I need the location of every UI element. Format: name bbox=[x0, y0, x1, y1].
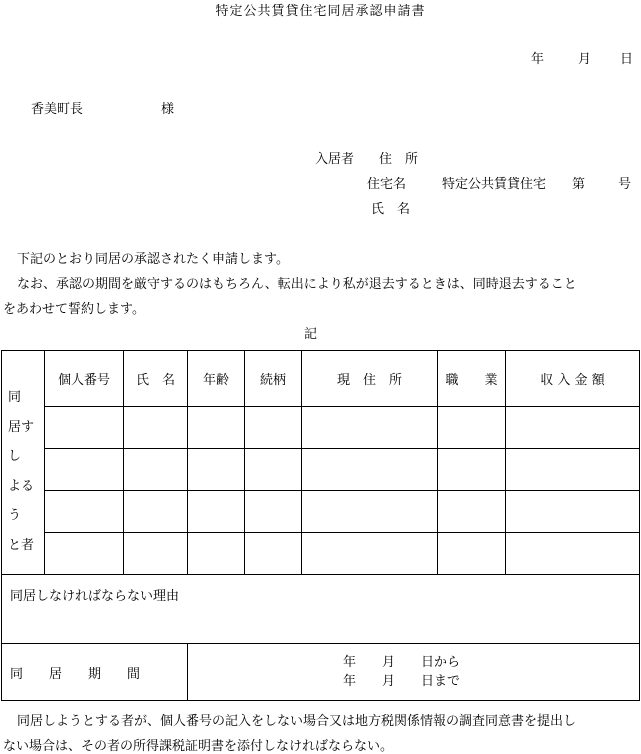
name-label: 氏 名 bbox=[371, 202, 411, 217]
period-label: 同 居 期 間 bbox=[2, 644, 188, 701]
header-occupation: 職 業 bbox=[438, 351, 506, 407]
cell-individual-number[interactable] bbox=[45, 407, 124, 449]
cell-age[interactable] bbox=[188, 449, 245, 491]
cell-age[interactable] bbox=[188, 533, 245, 575]
side-label-line: う bbox=[8, 508, 22, 523]
cell-occupation[interactable] bbox=[438, 407, 506, 449]
body-paragraph-2-line-1: なお、承認の期間を厳守するのはもちろん、転出により私が退去するときは、同時退去すること bbox=[17, 277, 577, 292]
cell-age[interactable] bbox=[188, 491, 245, 533]
date-day: 日 bbox=[620, 52, 634, 67]
cell-occupation[interactable] bbox=[438, 533, 506, 575]
date-year: 年 bbox=[531, 52, 545, 67]
footnote-line-1: 同居しようとする者が、個人番号の記入をしない場合又は地方税関係情報の調査同意書を提出し bbox=[17, 714, 577, 729]
cell-current-address[interactable] bbox=[302, 533, 438, 575]
header-current-address: 現 住 所 bbox=[302, 351, 438, 407]
resident-label: 入居者 bbox=[315, 152, 355, 167]
table-row bbox=[2, 407, 640, 449]
header-income: 収 入 金 額 bbox=[506, 351, 640, 407]
housing-label: 住宅名 bbox=[367, 177, 407, 192]
cell-relationship[interactable] bbox=[245, 533, 302, 575]
cell-name[interactable] bbox=[124, 533, 188, 575]
addressee-name: 香美町長 bbox=[31, 102, 84, 117]
cell-name[interactable] bbox=[124, 407, 188, 449]
table-row bbox=[2, 491, 640, 533]
cell-income[interactable] bbox=[506, 491, 640, 533]
side-label-line: 同 bbox=[8, 390, 22, 405]
document-title: 特定公共賃貸住宅同居承認申請書 bbox=[215, 4, 426, 19]
cell-current-address[interactable] bbox=[302, 449, 438, 491]
side-label-line: と者 bbox=[8, 537, 35, 553]
housing-value: 特定公共賃貸住宅 bbox=[442, 177, 547, 192]
cell-individual-number[interactable] bbox=[45, 449, 124, 491]
body-paragraph-2-line-2: をあわせて誓約します。 bbox=[3, 302, 145, 317]
header-name: 氏 名 bbox=[124, 351, 188, 407]
cell-income[interactable] bbox=[506, 533, 640, 575]
addressee-honorific: 様 bbox=[161, 102, 175, 117]
cell-individual-number[interactable] bbox=[45, 491, 124, 533]
cell-relationship[interactable] bbox=[245, 449, 302, 491]
period-dates-cell[interactable] bbox=[188, 644, 640, 701]
reason-cell[interactable] bbox=[2, 575, 640, 644]
cell-individual-number[interactable] bbox=[45, 533, 124, 575]
cell-name[interactable] bbox=[124, 449, 188, 491]
cell-occupation[interactable] bbox=[438, 491, 506, 533]
cell-name[interactable] bbox=[124, 491, 188, 533]
period-to: 年 月 日まで bbox=[343, 674, 461, 689]
header-age: 年齢 bbox=[188, 351, 245, 407]
housing-number-suffix: 号 bbox=[618, 177, 632, 192]
table-row bbox=[2, 533, 640, 575]
body-paragraph-1: 下記のとおり同居の承認されたく申請します。 bbox=[17, 252, 289, 267]
cohabitant-side-label bbox=[2, 351, 45, 575]
cell-relationship[interactable] bbox=[245, 491, 302, 533]
cell-income[interactable] bbox=[506, 407, 640, 449]
housing-number-prefix: 第 bbox=[572, 177, 586, 192]
date-month: 月 bbox=[578, 52, 592, 67]
ki-heading: 記 bbox=[304, 327, 318, 342]
header-individual-number: 個人番号 bbox=[45, 351, 124, 407]
address-label: 住 所 bbox=[379, 152, 419, 167]
cell-current-address[interactable] bbox=[302, 491, 438, 533]
cohabitant-table bbox=[1, 350, 640, 701]
cell-occupation[interactable] bbox=[438, 449, 506, 491]
cell-relationship[interactable] bbox=[245, 407, 302, 449]
side-label-line: よる bbox=[8, 478, 35, 494]
side-label-line: 居す bbox=[8, 419, 35, 435]
side-label-line: し bbox=[8, 449, 22, 464]
header-relationship: 続柄 bbox=[245, 351, 302, 407]
cell-current-address[interactable] bbox=[302, 407, 438, 449]
footnote-line-2: ない場合は、その者の所得課税証明書を添付しなければならない。 bbox=[3, 739, 394, 754]
cell-income[interactable] bbox=[506, 449, 640, 491]
table-row bbox=[2, 449, 640, 491]
period-from: 年 月 日から bbox=[343, 655, 461, 670]
cell-age[interactable] bbox=[188, 407, 245, 449]
reason-label: 同居しなければならない理由 bbox=[10, 589, 180, 604]
